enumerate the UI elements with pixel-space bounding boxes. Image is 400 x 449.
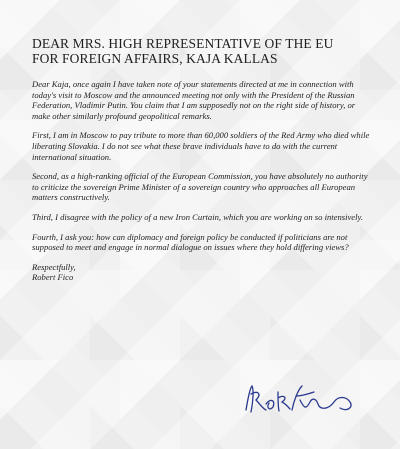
- paragraph-2: First, I am in Moscow to pay tribute to more than 60,000 soldiers of the Red Army who died while liberating Slovakia. I do not see what these brave individuals have to do with the current international situation.: [32, 130, 370, 162]
- letter-title: [32, 36, 372, 66]
- closing: [32, 262, 372, 283]
- closing-salutation: Respectfully,: [32, 261, 76, 272]
- title-line-1: DEAR MRS. HIGH REPRESENTATIVE OF THE EU: [32, 36, 334, 51]
- paragraph-4: Third, I disagree with the policy of a new Iron Curtain, which you are working on so intensively.: [32, 211, 363, 222]
- title-line-2: FOR FOREIGN AFFAIRS, KAJA KALLAS: [32, 51, 278, 66]
- paragraph-1: Dear Kaja, once again I have taken note of your statements directed at me in connection with today's visit to Moscow and the announced meeting not only with the President of the Russian Federation, Vladimir Putin. You claim that I am supposedly not on the right side of history, or make other similarly profound geopolitical remarks.: [32, 79, 356, 121]
- handwritten-signature: [242, 380, 362, 420]
- letter: [32, 36, 372, 283]
- signer-name: Robert Fico: [32, 272, 74, 283]
- paragraph-5: Fourth, I ask you: how can diplomacy and foreign policy be conducted if politicians are not supposed to meet and engage in normal dialogue on issues where they hold differing views?: [32, 231, 349, 253]
- paragraph-3: Second, as a high-ranking official of the European Commission, you have absolutely no authority to criticize the sovereign Prime Minister of a sovereign country who approaches all European matters constructively.: [32, 171, 368, 203]
